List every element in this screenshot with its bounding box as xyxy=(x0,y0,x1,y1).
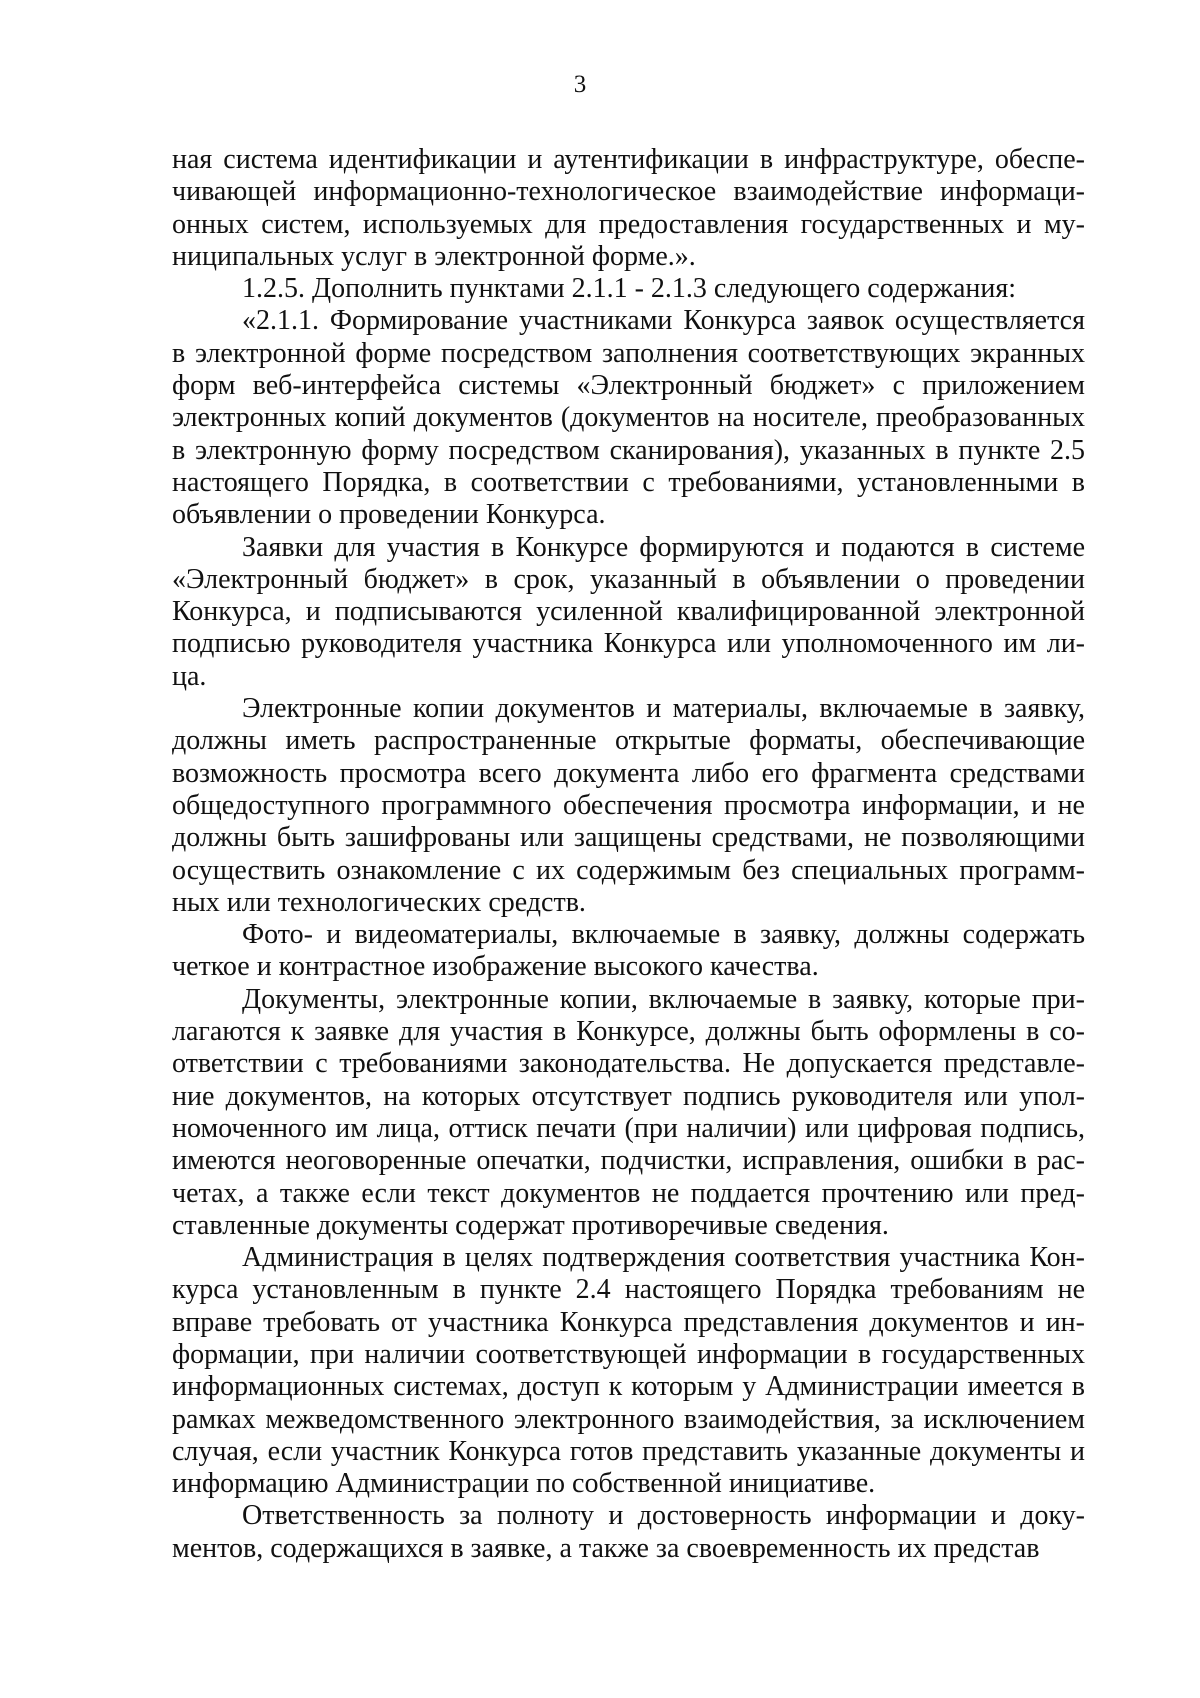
paragraph-continuation: ная система идентификации и аутентификации в инфраструктуре, обеспечивающей информационно-технологическое взаимодействие информационных систем, используемых для предоставления государственных и муниципальных услуг в электронной форме.». xyxy=(172,144,1085,272)
paragraph-application-submission: Заявки для участия в Конкурсе формируются и подаются в системе «Электронный бюджет» в срок, указанный в объявлении о проведении Конкурса, и подписываются усиленной квалифицированной электронной подписью руководителя участника Конкурса или уполномоченного им лица. xyxy=(172,531,1085,692)
paragraph-photo-video: Фото- и видеоматериалы, включаемые в заявку, должны содержать четкое и контрастное изображение высокого качества. xyxy=(172,919,1085,983)
paragraph-clause-2-1-1: «2.1.1. Формирование участниками Конкурса заявок осуществляется в электронной форме посредством заполнения соответствующих экранных форм веб-интерфейса системы «Электронный бюджет» с приложением электронных копий документов (документов на носителе, преобразованных в электронную форму посредством сканирования), указанных в пункте 2.5 настоящего Порядка, в соответствии с требованиями, установленными в объявлении о проведении Конкурса. xyxy=(172,305,1085,531)
paragraph-amendment-1-2-5: 1.2.5. Дополнить пунктами 2.1.1 - 2.1.3 следующего содержания: xyxy=(242,273,1016,305)
paragraph-electronic-copies: Электронные копии документов и материалы, включаемые в заявку, должны иметь распространенные открытые форматы, обеспечивающие возможность просмотра всего документа либо его фрагмента средствами общедоступного программного обеспечения просмотра информации, и не должны быть зашифрованы или защищены средствами, не позволяющими осуществить ознакомление с их содержимым без специальных программных или технологических средств. xyxy=(172,693,1085,918)
paragraph-documents-requirements: Документы, электронные копии, включаемые в заявку, которые прилагаются к заявке для участия в Конкурсе, должны быть оформлены в соответствии с требованиями законодательства. Не допускается представление документов, на которых отсутствует подпись руководителя или уполномоченного им лица, оттиск печати (при наличии) или цифровая подпись, имеются неоговоренные опечатки, подчистки, исправления, ошибки в расчетах, а также если текст документов не поддается прочтению или представленные документы содержат противоречивые сведения. xyxy=(172,983,1085,1241)
page-number: 3 xyxy=(573,71,587,98)
paragraph-responsibility: Ответственность за полноту и достоверность информации и документов, содержащихся в заявке, а также за своевременность их представ xyxy=(172,1500,1085,1564)
document-body xyxy=(172,144,1085,1565)
paragraph-administration: Администрация в целях подтверждения соответствия участника Конкурса установленным в пункте 2.4 настоящего Порядка требованиям не вправе требовать от участника Конкурса представления документов и информации, при наличии соответствующей информации в государственных информационных системах, доступ к которым у Администрации имеется в рамках межведомственного электронного взаимодействия, за исключением случая, если участник Конкурса готов представить указанные документы и информацию Администрации по собственной инициативе. xyxy=(172,1242,1085,1500)
